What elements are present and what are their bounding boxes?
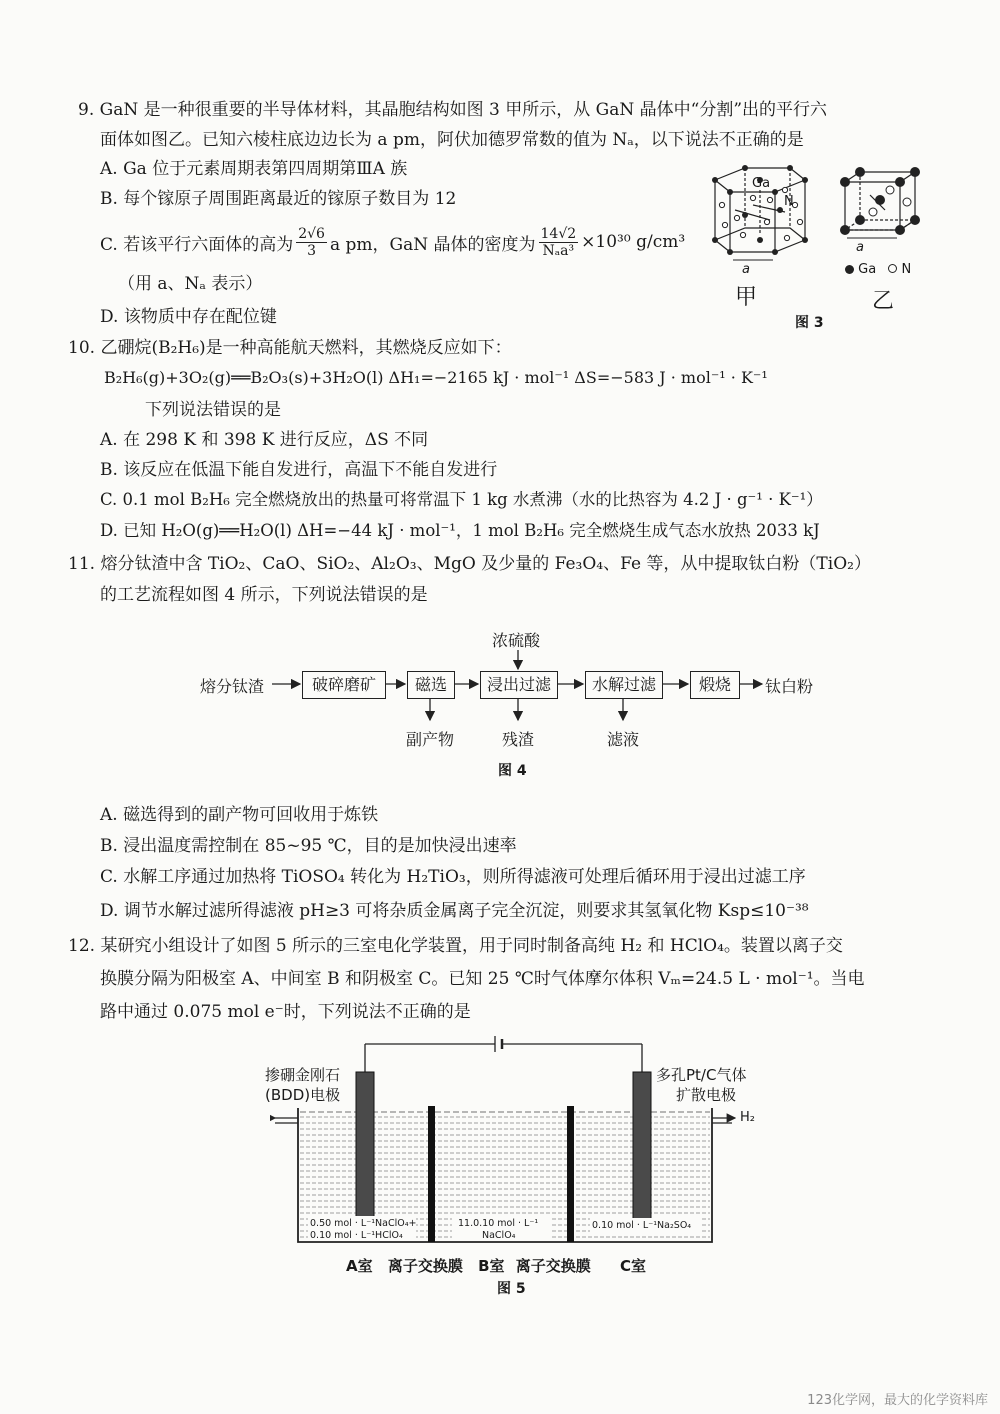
q12-stem-line1: 12. 某研究小组设计了如图 5 所示的三室电化学装置，用于同时制备高纯 H₂ 和 HClO₄。装置以离子交 [68, 936, 843, 956]
q12-stem-line3: 路中通过 0.075 mol e⁻时，下列说法不正确的是 [100, 1002, 471, 1022]
q9-option-c [100, 222, 685, 262]
fraction-denominator: 3 [307, 242, 317, 259]
chamber-a-label: A室 [346, 1257, 373, 1275]
membrane-1-label: 离子交换膜 [387, 1257, 463, 1275]
legend-ga-label: Ga [858, 262, 877, 277]
chamber-b-solution-line1: 11.0.10 mol · L⁻¹ [458, 1218, 539, 1229]
q9-option-c-prefix: C. 若该平行六面体的高为 [100, 234, 294, 255]
fig3-a-label-yi: a [856, 240, 864, 255]
flow-step-calcine: 煅烧 [690, 671, 740, 699]
n-atom-icon [888, 264, 897, 273]
q11-option-c: C. 水解工序通过加热将 TiOSO₄ 转化为 H₂TiO₃，则所得滤液可处理后循环用于浸出过滤工序 [100, 867, 806, 887]
q9-option-c-suffix: ×10³⁰ g/cm³ [581, 232, 686, 252]
q10-equation: B₂H₆(g)+3O₂(g)══B₂O₃(s)+3H₂O(l) ΔH₁=−2165 kJ · mol⁻¹ ΔS=−583 J · mol⁻¹ · K⁻¹ [104, 368, 768, 387]
q10-stem: 10. 乙硼烷(B₂H₆)是一种高能航天燃料，其燃烧反应如下： [68, 338, 512, 358]
ga-atom-icon [845, 265, 854, 274]
chamber-c-label: C室 [620, 1257, 647, 1275]
chamber-a-solution-line2: 0.10 mol · L⁻¹HClO₄ [310, 1230, 403, 1241]
fig5-caption: 图 5 [497, 1281, 526, 1297]
chamber-a-solution-line1: 0.50 mol · L⁻¹NaClO₄+ [310, 1218, 417, 1229]
flow-filtrate: 滤液 [607, 730, 640, 749]
fraction-numerator: 14√2 [540, 225, 577, 242]
q9-stem-line2: 面体如图乙。已知六棱柱底边边长为 a pm，阿伏加德罗常数的值为 Nₐ，以下说法不正确的是 [100, 130, 804, 150]
fig3-n-label: N [784, 194, 794, 209]
fig3-a-label-jia: a [742, 262, 750, 277]
q11-option-b: B. 浸出温度需控制在 85~95 ℃，目的是加快浸出速率 [100, 836, 517, 856]
q9-option-c-middle: a pm，GaN 晶体的密度为 [329, 234, 536, 255]
fig3-legend [845, 262, 911, 277]
q11-stem-line2: 的工艺流程如图 4 所示，下列说法错误的是 [100, 585, 428, 605]
q12-stem-line2: 换膜分隔为阳极室 A、中间室 B 和阴极室 C。已知 25 ℃时气体摩尔体积 Vₘ=24.5 L · mol⁻¹。当电 [100, 969, 865, 989]
h2-outlet-label: H₂ [740, 1110, 755, 1125]
fig3-jia-label: 甲 [735, 285, 758, 310]
q9-stem-line1: 9. GaN 是一种很重要的半导体材料，其晶胞结构如图 3 甲所示，从 GaN 晶体中“分割”出的平行六 [78, 100, 828, 120]
flow-byproduct: 副产物 [406, 730, 455, 749]
legend-n-label: N [901, 262, 912, 277]
flow-step-magnetic: 磁选 [407, 671, 455, 699]
membrane-2-label: 离子交换膜 [515, 1257, 591, 1275]
q9-option-b: B. 每个镓原子周围距离最近的镓原子数目为 12 [100, 189, 457, 209]
q10-option-b: B. 该反应在低温下能自发进行，高温下不能自发进行 [100, 460, 498, 480]
flow-step-hydrolysis: 水解过滤 [585, 671, 663, 699]
q9-option-d: D. 该物质中存在配位键 [100, 307, 277, 327]
q9-option-a: A. Ga 位于元素周期表第四周期第ⅢA 族 [100, 159, 408, 179]
q10-option-a: A. 在 298 K 和 398 K 进行反应，ΔS 不同 [100, 430, 429, 450]
q11-option-a: A. 磁选得到的副产物可回收用于炼铁 [100, 805, 379, 825]
ptc-electrode-label-line1: 多孔Pt/C气体 [656, 1066, 747, 1084]
chamber-b-label: B室 [478, 1257, 505, 1275]
chamber-b-solution-line2: NaClO₄ [482, 1230, 516, 1241]
fig5-bottom-labels [346, 1255, 646, 1276]
q9-height-fraction [296, 226, 327, 259]
flow-input: 熔分钛渣 [200, 677, 265, 696]
flow-residue: 残渣 [502, 730, 535, 749]
flow-step-crush: 破碎磨矿 [302, 671, 386, 699]
q9-density-fraction [539, 226, 579, 259]
fraction-numerator: 2√6 [298, 225, 325, 242]
q10-prompt: 下列说法错误的是 [145, 400, 281, 420]
fraction-denominator: Nₐa³ [542, 242, 575, 259]
flow-acid: 浓硫酸 [492, 631, 541, 650]
figure-3-crystal-structures [675, 160, 940, 270]
q11-stem-line1: 11. 熔分钛渣中含 TiO₂、CaO、SiO₂、Al₂O₃、MgO 及少量的 Fe₃O₄、Fe 等，从中提取钛白粉（TiO₂） [68, 554, 871, 574]
bdd-electrode-label-line1: 掺硼金刚石 [265, 1066, 341, 1084]
chamber-c-solution: 0.10 mol · L⁻¹Na₂SO₄ [592, 1220, 692, 1231]
fig3-yi-label: 乙 [872, 289, 895, 314]
ptc-electrode-label-line2: 扩散电极 [676, 1086, 737, 1104]
q10-option-c: C. 0.1 mol B₂H₆ 完全燃烧放出的热量可将常温下 1 kg 水煮沸（水的比热容为 4.2 J · g⁻¹ · K⁻¹） [100, 490, 823, 509]
q11-option-d: D. 调节水解过滤所得滤液 pH≥3 可将杂质金属离子完全沉淀，则要求其氢氧化物 Ksp≤10⁻³⁸ [100, 901, 809, 921]
q9-option-c-note: （用 a、Nₐ 表示） [118, 274, 263, 294]
fig3-caption: 图 3 [795, 315, 824, 331]
site-watermark: 123化学网，最大的化学资料库 [807, 1393, 988, 1408]
bdd-electrode-label-line2: (BDD)电极 [265, 1086, 341, 1104]
flow-output: 钛白粉 [765, 677, 814, 696]
fig3-ga-label: Ga [752, 176, 771, 191]
q10-option-d: D. 已知 H₂O(g)══H₂O(l) ΔH=−44 kJ · mol⁻¹，1 mol B₂H₆ 完全燃烧生成气态水放热 2033 kJ [100, 521, 820, 540]
fig4-caption: 图 4 [498, 763, 527, 779]
flow-step-leach: 浸出过滤 [480, 671, 558, 699]
